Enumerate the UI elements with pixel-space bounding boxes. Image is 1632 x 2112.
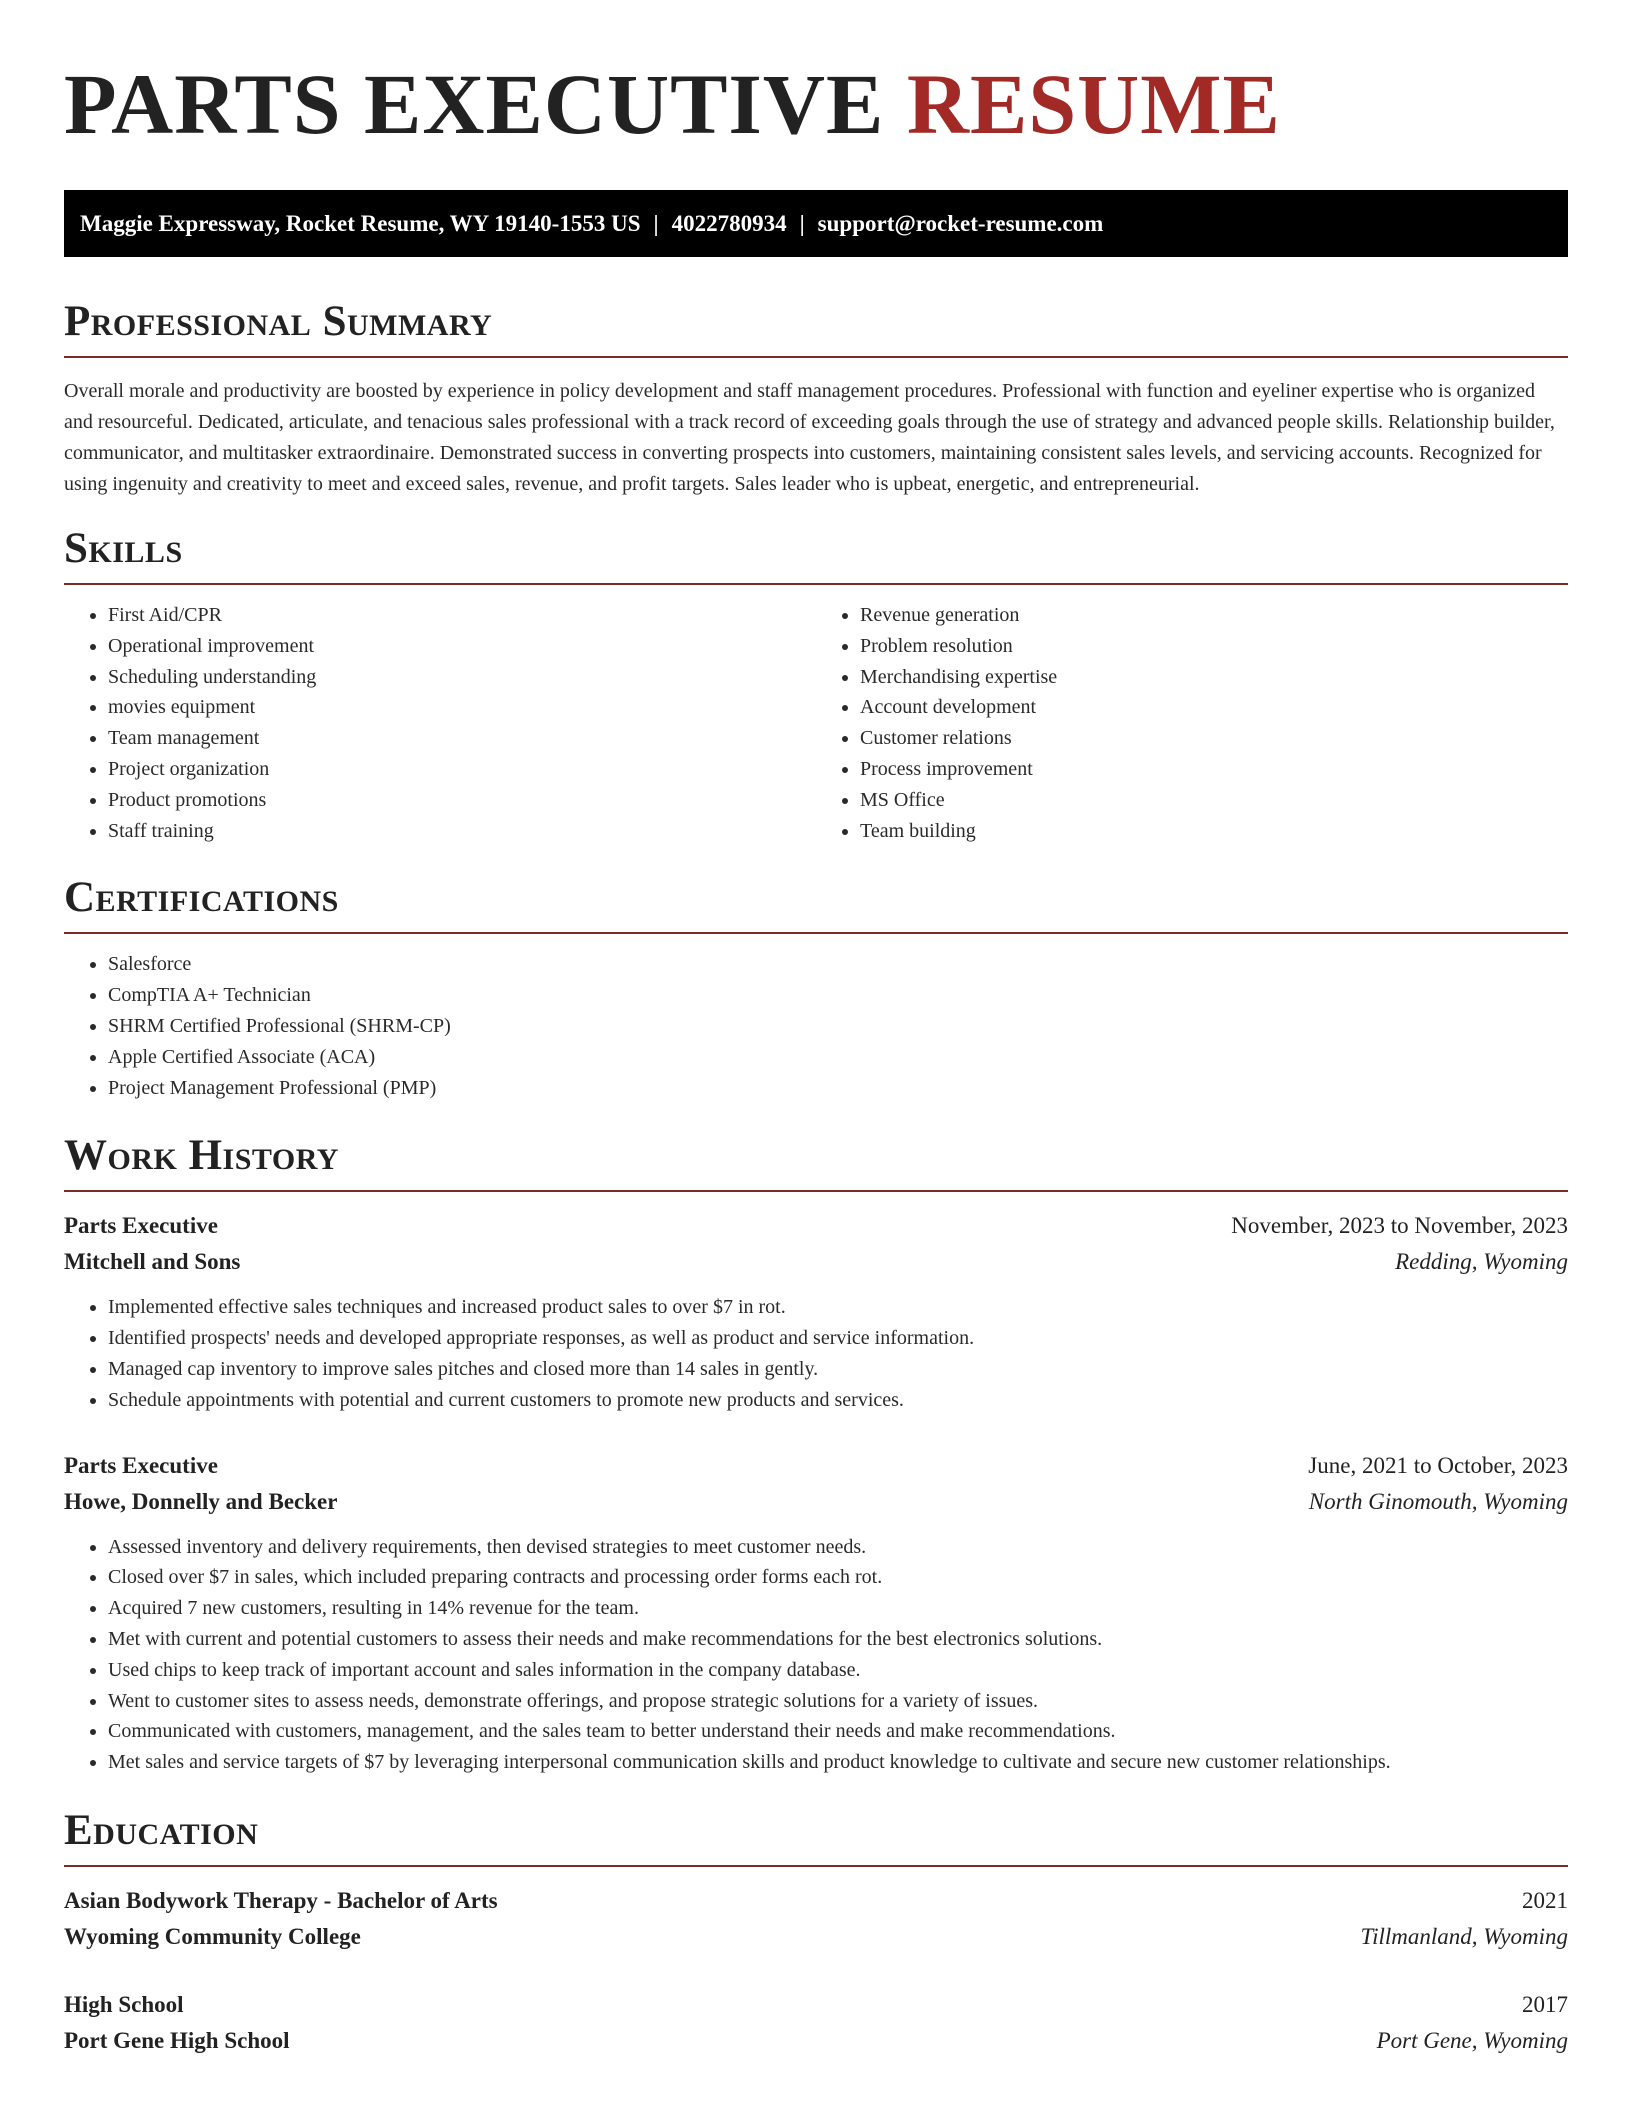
job-header-row bbox=[64, 1208, 1568, 1244]
job-title: Parts Executive bbox=[64, 1452, 218, 1478]
list-item: • Salesforce bbox=[108, 949, 1568, 980]
list-item: • Customer relations bbox=[860, 723, 1568, 754]
list-item: • Identified prospects' needs and developed appropriate responses, as well as product and service information. bbox=[108, 1323, 1568, 1354]
section-divider bbox=[64, 356, 1568, 358]
section-divider bbox=[64, 1865, 1568, 1867]
list-item: • Project Management Professional (PMP) bbox=[108, 1073, 1568, 1104]
list-item: • Process improvement bbox=[860, 754, 1568, 785]
list-item: • Closed over $7 in sales, which included preparing contracts and processing order forms each rot. bbox=[108, 1562, 1568, 1593]
section-heading: Skills bbox=[64, 525, 183, 572]
list-item: • Problem resolution bbox=[860, 631, 1568, 662]
list-item: • CompTIA A+ Technician bbox=[108, 980, 1568, 1011]
list-item: • Acquired 7 new customers, resulting in 14% revenue for the team. bbox=[108, 1593, 1568, 1624]
education-section bbox=[64, 1806, 1568, 2059]
job-entry bbox=[64, 1448, 1568, 1778]
section-divider bbox=[64, 1190, 1568, 1192]
section-divider bbox=[64, 583, 1568, 585]
education-year: 2021 bbox=[1522, 1887, 1568, 1913]
job-location: Redding, Wyoming bbox=[1395, 1249, 1568, 1275]
list-item: • Staff training bbox=[108, 816, 816, 847]
education-school: Port Gene High School bbox=[64, 2027, 290, 2053]
education-year: 2017 bbox=[1522, 1991, 1568, 2017]
section-divider bbox=[64, 932, 1568, 934]
education-degree: High School bbox=[64, 1991, 184, 2017]
list-item: • Went to customer sites to assess needs, demonstrate offerings, and propose strategic solutions for a variety of issues. bbox=[108, 1686, 1568, 1717]
job-company: Howe, Donnelly and Becker bbox=[64, 1488, 338, 1514]
certifications-section bbox=[64, 873, 1568, 1103]
summary-text: Overall morale and productivity are boosted by experience in policy development and staff management procedures. Professional with function and eyeliner expertise who is organized and resourceful. Dedicated, articulate, and tenacious sales professional with a track record of exceeding goals through the use of strategy and advanced people skills. Relationship builder, communicator, and multitasker extraordinaire. Demonstrated success in converting prospects into customers, maintaining consistent sales levels, and servicing accounts. Recognized for using ingenuity and creativity to meet and exceed sales, revenue, and profit targets. Sales leader who is upbeat, energetic, and entrepreneurial. bbox=[64, 380, 1555, 495]
list-item: • Merchandising expertise bbox=[860, 662, 1568, 693]
certifications-list bbox=[64, 949, 1568, 1103]
list-item: • Team management bbox=[108, 723, 816, 754]
contact-phone: 4022780934 bbox=[671, 211, 787, 236]
work-history-section bbox=[64, 1131, 1568, 1778]
list-item: • Met sales and service targets of $7 by leveraging interpersonal communication skills and product knowledge to cultivate and secure new customer relationships. bbox=[108, 1747, 1568, 1778]
education-entry bbox=[64, 1883, 1568, 1955]
list-item: • Project organization bbox=[108, 754, 816, 785]
list-item: • Communicated with customers, management, and the sales team to better understand their needs and make recommendations. bbox=[108, 1716, 1568, 1747]
list-item: • Met with current and potential customers to assess their needs and make recommendations for the best electronics solutions. bbox=[108, 1624, 1568, 1655]
contact-email[interactable]: support@rocket-resume.com bbox=[817, 211, 1104, 236]
title-accent: RESUME bbox=[906, 56, 1281, 152]
education-degree-row bbox=[64, 1883, 1568, 1919]
contact-bar bbox=[64, 190, 1568, 257]
education-degree: Asian Bodywork Therapy - Bachelor of Arts bbox=[64, 1887, 498, 1913]
list-item: • Revenue generation bbox=[860, 600, 1568, 631]
list-item: • Used chips to keep track of important account and sales information in the company database. bbox=[108, 1655, 1568, 1686]
job-entry bbox=[64, 1208, 1568, 1415]
section-heading: Professional Summary bbox=[64, 298, 493, 345]
skills-list-right bbox=[816, 600, 1568, 846]
list-item: • SHRM Certified Professional (SHRM-CP) bbox=[108, 1011, 1568, 1042]
title-main: PARTS EXECUTIVE bbox=[64, 56, 885, 152]
skills-section bbox=[64, 524, 1568, 846]
skills-grid bbox=[64, 600, 1568, 846]
list-item: • movies equipment bbox=[108, 692, 816, 723]
list-item: • First Aid/CPR bbox=[108, 600, 816, 631]
job-header-row bbox=[64, 1448, 1568, 1484]
contact-separator: | bbox=[799, 211, 805, 236]
job-company-row bbox=[64, 1244, 1568, 1280]
list-item: • Apple Certified Associate (ACA) bbox=[108, 1042, 1568, 1073]
section-heading: Work History bbox=[64, 1132, 339, 1180]
list-item: • Scheduling understanding bbox=[108, 662, 816, 693]
education-location: Port Gene, Wyoming bbox=[1376, 2027, 1568, 2053]
resume-title bbox=[64, 0, 1568, 176]
education-degree-row bbox=[64, 1987, 1568, 2023]
education-location: Tillmanland, Wyoming bbox=[1360, 1923, 1568, 1949]
list-item: • Account development bbox=[860, 692, 1568, 723]
contact-address: Maggie Expressway, Rocket Resume, WY 19140-1553 US bbox=[80, 211, 641, 236]
list-item: • MS Office bbox=[860, 785, 1568, 816]
list-item: • Team building bbox=[860, 816, 1568, 847]
summary-section bbox=[64, 297, 1568, 500]
contact-separator: | bbox=[653, 211, 659, 236]
job-dates: November, 2023 to November, 2023 bbox=[1231, 1213, 1568, 1239]
education-school-row bbox=[64, 2023, 1568, 2059]
list-item: • Implemented effective sales techniques and increased product sales to over $7 in rot. bbox=[108, 1292, 1568, 1323]
job-company-row bbox=[64, 1484, 1568, 1520]
section-heading: Education bbox=[64, 1806, 259, 1854]
job-dates: June, 2021 to October, 2023 bbox=[1308, 1452, 1568, 1478]
list-item: • Product promotions bbox=[108, 785, 816, 816]
list-item: • Schedule appointments with potential and current customers to promote new products and services. bbox=[108, 1385, 1568, 1416]
list-item: • Operational improvement bbox=[108, 631, 816, 662]
skills-list-left bbox=[64, 600, 816, 846]
section-heading: Certifications bbox=[64, 874, 339, 922]
job-title: Parts Executive bbox=[64, 1213, 218, 1239]
list-item: • Assessed inventory and delivery requirements, then devised strategies to meet customer needs. bbox=[108, 1532, 1568, 1563]
job-bullets bbox=[64, 1532, 1568, 1778]
job-company: Mitchell and Sons bbox=[64, 1249, 241, 1275]
education-entry bbox=[64, 1987, 1568, 2059]
education-school-row bbox=[64, 1919, 1568, 1955]
job-location: North Ginomouth, Wyoming bbox=[1308, 1488, 1568, 1514]
education-school: Wyoming Community College bbox=[64, 1923, 361, 1949]
list-item: • Managed cap inventory to improve sales pitches and closed more than 14 sales in gently. bbox=[108, 1354, 1568, 1385]
job-bullets bbox=[64, 1292, 1568, 1415]
